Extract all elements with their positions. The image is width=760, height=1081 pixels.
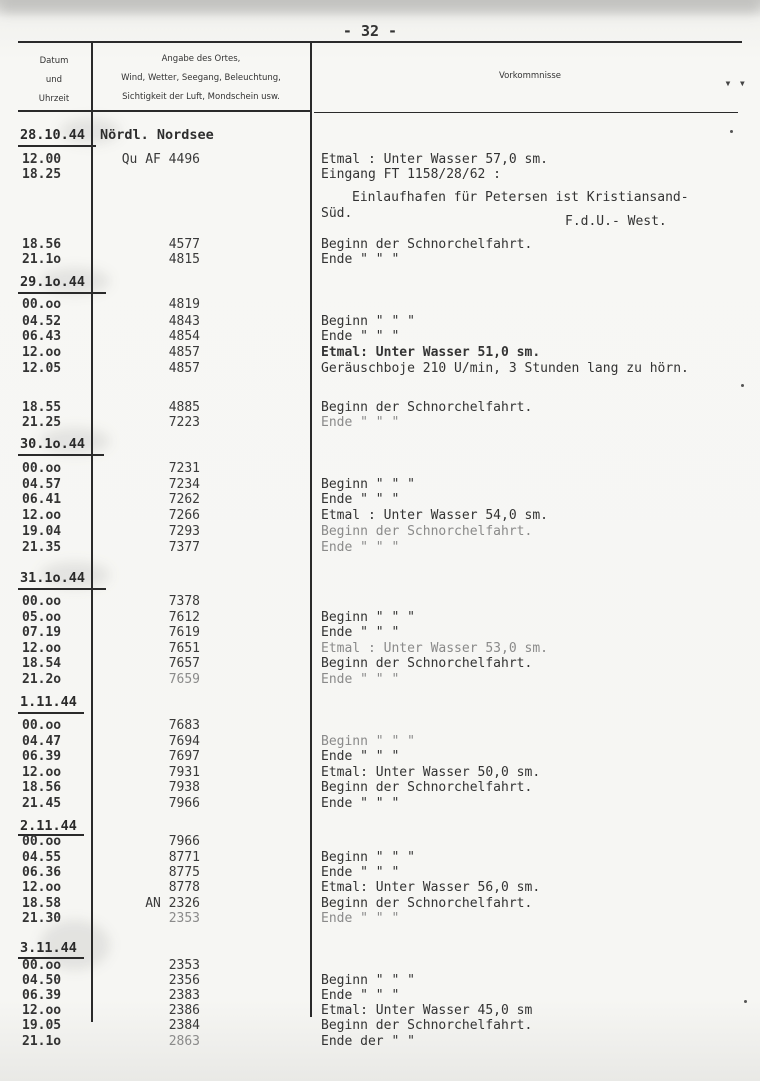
header-datum-line: Datum	[39, 56, 69, 66]
entry-time: 18.54	[22, 656, 62, 671]
log-entry	[0, 610, 760, 626]
log-entry	[0, 641, 760, 657]
entry-position: 7223	[168, 415, 200, 430]
entry-position: 4854	[168, 329, 200, 344]
entry-time: 12.oo	[22, 765, 62, 780]
day-date: 28.10.44	[20, 127, 86, 143]
log-entry	[0, 672, 760, 688]
entry-position: 7293	[168, 524, 200, 539]
entry-text: Beginn der Schnorchelfahrt.	[321, 237, 533, 252]
entry-text: Ende " " "	[321, 796, 400, 811]
log-entry	[0, 314, 760, 330]
log-entry	[0, 796, 760, 812]
entry-text: Beginn der Schnorchelfahrt.	[321, 524, 533, 539]
entry-position: 7659	[168, 672, 200, 687]
entry-time: 19.04	[22, 524, 62, 539]
entry-text: Beginn " " "	[321, 477, 415, 492]
entry-position: 2353	[168, 911, 200, 926]
header-ort-line: Sichtigkeit der Luft, Mondschein usw.	[122, 92, 280, 102]
entry-position: 7377	[168, 540, 200, 555]
entry-time: 21.45	[22, 796, 62, 811]
entry-text: Beginn der Schnorchelfahrt.	[321, 780, 533, 795]
entry-text: Ende " " "	[321, 988, 400, 1003]
entry-text: Ende " " "	[321, 252, 400, 267]
entry-position: 2386	[168, 1003, 200, 1018]
entry-text: Ende " " "	[321, 329, 400, 344]
entry-time: 18.56	[22, 237, 62, 252]
entry-time: 06.43	[22, 329, 62, 344]
speck	[741, 384, 744, 387]
page-number: - 32 -	[342, 22, 398, 40]
entry-position: 7231	[168, 461, 200, 476]
entry-position: 2353	[168, 958, 200, 973]
entry-time: 12.oo	[22, 345, 62, 360]
entry-text: Ende " " "	[321, 625, 400, 640]
header-vorkommnisse: Vorkommnisse	[498, 71, 562, 81]
entry-time: 04.47	[22, 734, 62, 749]
log-entry	[0, 865, 760, 881]
entry-text: Ende der " "	[321, 1034, 415, 1049]
log-entry	[0, 765, 760, 781]
entry-signature: F.d.U.- West.	[565, 214, 667, 229]
entry-position: 4577	[168, 237, 200, 252]
log-entry	[0, 656, 760, 672]
entry-text: Beginn " " "	[321, 314, 415, 329]
entry-text: Etmal: Unter Wasser 45,0 sm	[321, 1003, 533, 1018]
entry-position: 2356	[168, 973, 200, 988]
entry-time: 18.58	[22, 896, 62, 911]
entry-text: Ende " " "	[321, 540, 400, 555]
entry-position: 7966	[168, 796, 200, 811]
entry-position: 7938	[168, 780, 200, 795]
log-entry	[0, 718, 760, 734]
log-entry	[0, 1034, 760, 1050]
header-datum-line: und	[45, 75, 63, 85]
entry-text: Beginn der Schnorchelfahrt.	[321, 656, 533, 671]
entry-position: 7694	[168, 734, 200, 749]
date-underline	[18, 292, 106, 294]
log-entry	[0, 880, 760, 896]
entry-text: Eingang FT 1158/28/62 :	[321, 167, 502, 182]
log-entry	[0, 152, 760, 168]
header-datum-line: Uhrzeit	[38, 94, 70, 104]
entry-position: 7266	[168, 508, 200, 523]
date-underline	[18, 712, 84, 714]
entry-position: 4843	[168, 314, 200, 329]
entry-position: 7234	[168, 477, 200, 492]
entry-position: 7931	[168, 765, 200, 780]
entry-position: 4819	[168, 297, 200, 312]
entry-text: Einlaufhafen für Petersen ist Kristiansand-	[352, 190, 689, 205]
entry-time: 19.05	[22, 1018, 62, 1033]
entry-position: 7966	[168, 834, 200, 849]
log-entry	[0, 345, 760, 361]
log-entry	[0, 415, 760, 431]
log-entry	[0, 834, 760, 850]
speck	[730, 130, 733, 133]
entry-position: 8778	[168, 880, 200, 895]
entry-time: 00.oo	[22, 297, 62, 312]
entry-text: Geräuschboje 210 U/min, 3 Stunden lang zu hörn.	[321, 361, 689, 376]
entry-text: Ende " " "	[321, 415, 400, 430]
entry-time: 04.55	[22, 850, 62, 865]
entry-time: 06.41	[22, 492, 62, 507]
log-entry	[0, 594, 760, 610]
entry-text: Ende " " "	[321, 492, 400, 507]
day-header	[0, 819, 760, 835]
entry-time: 00.oo	[22, 718, 62, 733]
log-entry	[0, 850, 760, 866]
header-ort-line: Wind, Wetter, Seegang, Beleuchtung,	[121, 73, 281, 83]
day-date: 3.11.44	[20, 940, 77, 956]
entry-position: 4885	[168, 400, 200, 415]
entry-time: 00.oo	[22, 834, 62, 849]
log-entry	[0, 988, 760, 1004]
day-date: 2.11.44	[20, 818, 77, 834]
entry-text: Süd.	[321, 206, 353, 221]
entry-position: 7262	[168, 492, 200, 507]
log-entry	[0, 361, 760, 393]
day-date: 1.11.44	[20, 694, 77, 710]
log-entry	[0, 329, 760, 345]
speck	[744, 1000, 747, 1003]
log-entry	[0, 477, 760, 493]
entry-text: Etmal : Unter Wasser 53,0 sm.	[321, 641, 548, 656]
entry-text: Beginn " " "	[321, 850, 415, 865]
entry-text: Beginn der Schnorchelfahrt.	[321, 400, 533, 415]
log-entry	[0, 214, 760, 230]
log-entry	[0, 400, 760, 416]
entry-text: Etmal: Unter Wasser 51,0 sm.	[321, 345, 541, 360]
entry-time: 18.56	[22, 780, 62, 795]
log-entry	[0, 749, 760, 765]
entry-position: 2384	[168, 1018, 200, 1033]
entry-position: 7651	[168, 641, 200, 656]
log-entry	[0, 492, 760, 508]
entry-time: 12.oo	[22, 641, 62, 656]
date-underline	[18, 145, 96, 147]
day-header	[0, 941, 760, 957]
entry-time: 04.57	[22, 477, 62, 492]
entry-position: Qu AF 4496	[121, 152, 200, 167]
entry-text: Etmal: Unter Wasser 56,0 sm.	[321, 880, 541, 895]
entry-text: Ende " " "	[321, 749, 400, 764]
log-entry	[0, 237, 760, 253]
log-entry	[0, 734, 760, 750]
entry-position: 7683	[168, 718, 200, 733]
day-header	[0, 128, 760, 144]
log-entry	[0, 780, 760, 796]
entry-time: 21.2o	[22, 672, 62, 687]
entry-text: Ende " " "	[321, 865, 400, 880]
entry-position: 7697	[168, 749, 200, 764]
entry-position: 7619	[168, 625, 200, 640]
entry-position: 8771	[168, 850, 200, 865]
entry-text: Beginn " " "	[321, 610, 415, 625]
day-location: Nördl. Nordsee	[100, 127, 214, 143]
entry-position: 2383	[168, 988, 200, 1003]
log-entry	[0, 508, 760, 524]
log-entry	[0, 252, 760, 268]
day-header	[0, 437, 760, 453]
entry-time: 00.oo	[22, 958, 62, 973]
day-date: 30.1o.44	[20, 436, 86, 452]
entry-text: Beginn der Schnorchelfahrt.	[321, 1018, 533, 1033]
log-entry	[0, 973, 760, 989]
entry-position: AN 2326	[145, 896, 200, 911]
entry-time: 00.oo	[22, 594, 62, 609]
entry-position: 7657	[168, 656, 200, 671]
log-entry	[0, 958, 760, 974]
log-entry	[0, 167, 760, 183]
log-entry	[0, 461, 760, 477]
log-entry	[0, 1018, 760, 1034]
entry-time: 06.36	[22, 865, 62, 880]
entry-time: 06.39	[22, 988, 62, 1003]
day-header	[0, 695, 760, 711]
entry-time: 21.30	[22, 911, 62, 926]
entry-text: Ende " " "	[321, 672, 400, 687]
entry-position: 8775	[168, 865, 200, 880]
date-underline	[18, 454, 104, 456]
entry-time: 21.1o	[22, 1034, 62, 1049]
entry-time: 05.oo	[22, 610, 62, 625]
log-entry	[0, 625, 760, 641]
day-date: 29.1o.44	[20, 274, 86, 290]
entry-position: 7612	[168, 610, 200, 625]
date-underline	[18, 588, 106, 590]
entry-text: Ende " " "	[321, 911, 400, 926]
day-header	[0, 275, 760, 291]
entry-position: 4815	[168, 252, 200, 267]
entry-time: 12.00	[22, 152, 62, 167]
entry-position: 7378	[168, 594, 200, 609]
entry-time: 06.39	[22, 749, 62, 764]
entry-time: 18.25	[22, 167, 62, 182]
entry-text: Etmal : Unter Wasser 57,0 sm.	[321, 152, 548, 167]
entry-time: 04.52	[22, 314, 62, 329]
entry-time: 21.35	[22, 540, 62, 555]
entry-position: 4857	[168, 361, 200, 376]
entry-position: 4857	[168, 345, 200, 360]
entry-time: 12.oo	[22, 508, 62, 523]
log-entry	[0, 911, 760, 927]
entry-time: 00.oo	[22, 461, 62, 476]
header-ort-line: Angabe des Ortes,	[161, 54, 241, 64]
log-entry	[0, 297, 760, 313]
log-entry	[0, 190, 760, 206]
entry-text: Beginn der Schnorchelfahrt.	[321, 896, 533, 911]
entry-time: 04.50	[22, 973, 62, 988]
entry-position: 2863	[168, 1034, 200, 1049]
entry-time: 21.1o	[22, 252, 62, 267]
log-entry	[0, 524, 760, 540]
margin-marks: ▾ ▾	[724, 76, 746, 90]
log-entry	[0, 896, 760, 912]
entry-time: 21.25	[22, 415, 62, 430]
entry-text: Beginn " " "	[321, 973, 415, 988]
day-header	[0, 571, 760, 587]
day-date: 31.1o.44	[20, 570, 86, 586]
log-entry	[0, 1003, 760, 1019]
log-entry	[0, 540, 760, 556]
entry-time: 12.05	[22, 361, 62, 376]
entry-text: Etmal : Unter Wasser 54,0 sm.	[321, 508, 548, 523]
entry-time: 18.55	[22, 400, 62, 415]
entry-time: 07.19	[22, 625, 62, 640]
entry-time: 12.oo	[22, 880, 62, 895]
entry-time: 12.oo	[22, 1003, 62, 1018]
entry-text: Etmal: Unter Wasser 50,0 sm.	[321, 765, 541, 780]
entry-text: Beginn " " "	[321, 734, 415, 749]
